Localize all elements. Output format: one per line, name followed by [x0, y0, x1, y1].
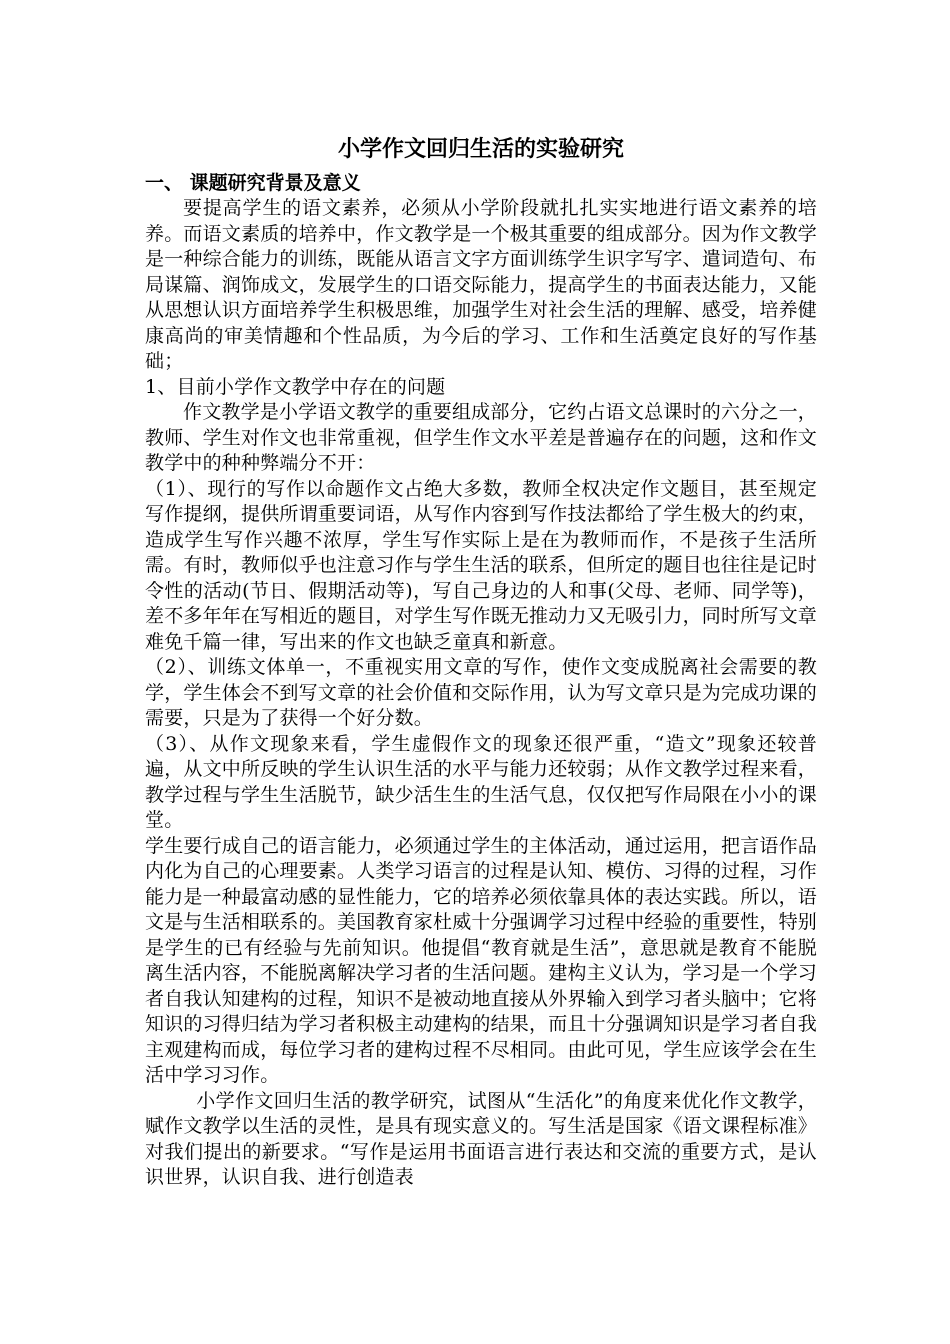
paragraph-intro: 要提高学生的语文素养，必须从小学阶段就扎扎实实地进行语文素养的培养。而语文素质的培养中，作文教学是一个极其重要的组成部分。因为作文教学是一种综合能力的训练，既能从语言文字方面训练学生识字写字、遣词造句、布局谋篇、润饰成文，发展学生的口语交际能力，提高学生的书面表达能力，又能从思想认识方面培养学生积极思维，加强学生对社会生活的理解、感受，培养健康高尚的审美情趣和个性品质，为今后的学习、工作和生活奠定良好的写作基础；: [145, 197, 818, 372]
section-heading: 一、 课题研究背景及意义: [145, 172, 361, 194]
paragraph-language-ability: 学生要行成自己的语言能力，必须通过学生的主体活动，通过运用，把言语作品内化为自己的心理要素。人类学习语言的过程是认知、模仿、习得的过程，习作能力是一种最富动感的显性能力，它的培养必须依靠具体的表达实践。所以，语文是与生活相联系的。美国教育家杜威十分强调学习过程中经验的重要性，特别是学生的已有经验与先前知识。他提倡“教育就是生活”，意思就是教育不能脱离生活内容，不能脱离解决学习者的生活问题。建构主义认为，学习是一个学习者自我认知建构的过程，知识不是被动地直接从外界输入到学习者头脑中；它将知识的习得归结为学习者积极主动建构的结果，而且十分强调知识是学习者自我主观建构而成，每位学习者的建构过程不尽相同。由此可见，学生应该学会在生活中学习习作。: [145, 834, 818, 1086]
subheading-problems: 1、目前小学作文教学中存在的问题: [145, 375, 446, 398]
paragraph-point-2: （2）、训练文体单一，不重视实用文章的写作，使作文变成脱离社会需要的教学，学生体会不到写文章的社会价值和交际作用，认为写文章只是为完成功课的需要，只是为了获得一个好分数。: [145, 656, 818, 729]
document-page: [145, 132, 817, 1191]
paragraph-research-significance: 小学作文回归生活的教学研究，试图从“生活化”的角度来优化作文教学，赋作文教学以生活的灵性，是具有现实意义的。写生活是国家《语文课程标准》对我们提出的新要求。“写作是运用书面语言进行表达和交流的重要方式，是认识世界，认识自我、进行创造表: [145, 1089, 818, 1188]
paragraph-problems-intro: 作文教学是小学语文教学的重要组成部分，它约占语文总课时的六分之一，教师、学生对作文也非常重视，但学生作文水平差是普遍存在的问题，这和作文教学中的种种弊端分不开：: [145, 401, 818, 474]
paragraph-point-1: （1）、现行的写作以命题作文占绝大多数，教师全权决定作文题目，甚至规定写作提纲，提供所谓重要词语，从写作内容到写作技法都给了学生极大的约束，造成学生写作兴趣不浓厚，学生写作实际上是在为教师而作，不是孩子生活所需。有时，教师似乎也注意习作与学生生活的联系，但所定的题目也往往是记时令性的活动(节日、假期活动等)，写自己身边的人和事(父母、老师、同学等)，差不多年年在写相近的题目，对学生写作既无推动力又无吸引力，同时所写文章难免千篇一律，写出来的作文也缺乏童真和新意。: [145, 477, 818, 653]
document-title: 小学作文回归生活的实验研究: [337, 136, 624, 162]
paragraph-point-3: （3）、从作文现象来看，学生虚假作文的现象还很严重，“造文”现象还较普遍，从文中所反映的学生认识生活的水平与能力还较弱；从作文教学过程来看，教学过程与学生生活脱节，缺少活生生的生活气息，仅仅把写作局限在小小的课堂。: [145, 732, 818, 831]
